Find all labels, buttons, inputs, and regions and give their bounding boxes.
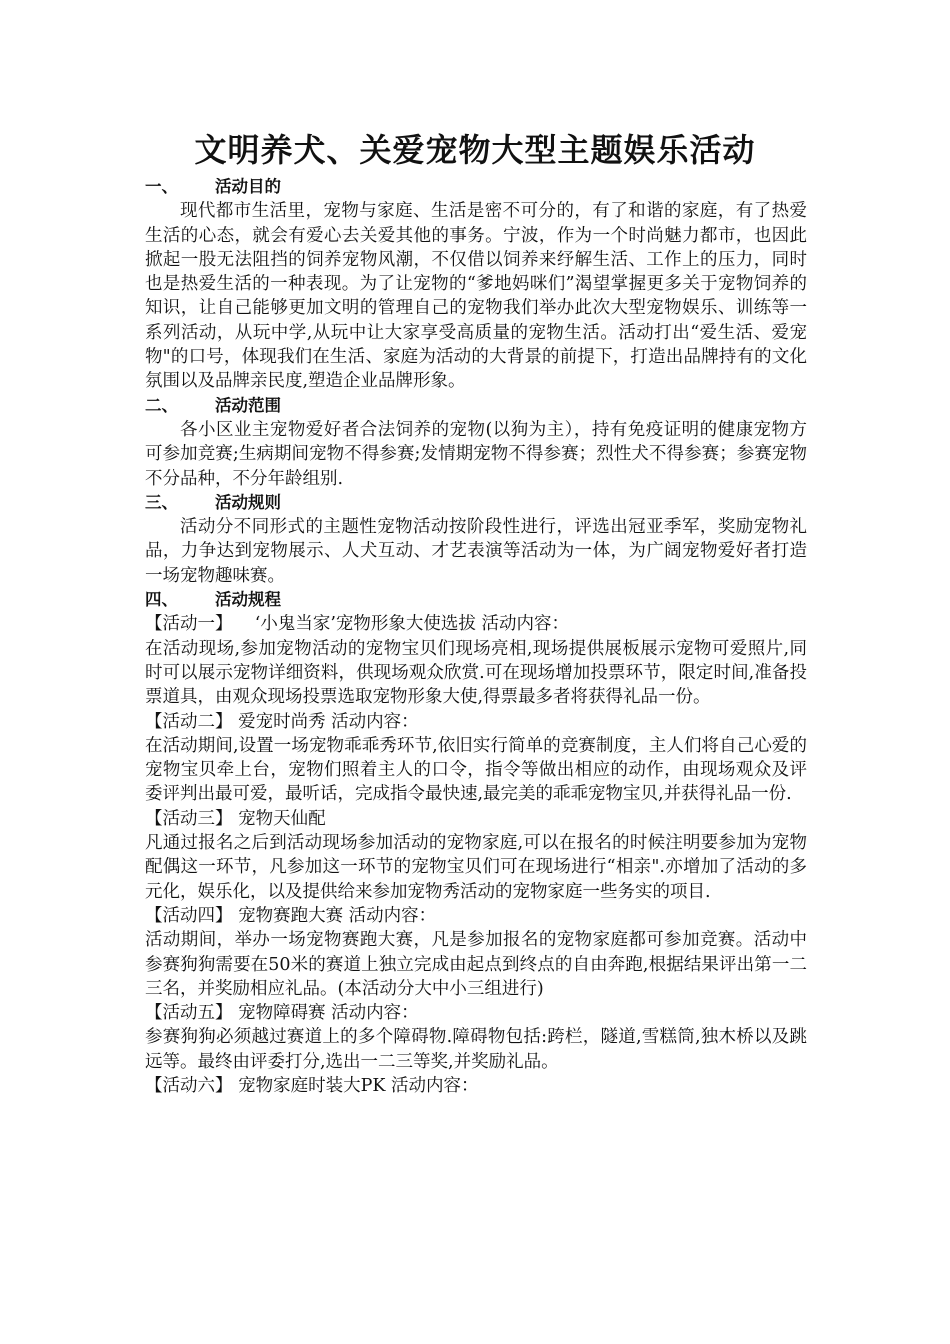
section-heading-purpose xyxy=(145,175,807,199)
activity-label: 【活动一】 xyxy=(145,614,233,635)
activity-heading xyxy=(145,612,807,636)
activity-name: 宠物赛跑大赛 活动内容： xyxy=(238,905,437,926)
activity-paragraph: 参赛狗狗必须越过赛道上的多个障碍物.障碍物包括:跨栏，隧道,雪糕筒,独木桥以及跳远等。最终由评委打分,选出一二三等奖,并奖励礼品。 xyxy=(145,1027,807,1072)
section-number: 一、 xyxy=(145,177,178,196)
section-number: 二、 xyxy=(145,395,178,415)
activity-paragraph: 活动期间，举办一场宠物赛跑大赛，凡是参加报名的宠物家庭都可参加竞赛。活动中参赛狗狗需要在50米的赛道上独立完成由起点到终点的自由奔跑,根据结果评出第一二三名，并奖励相应礼品。(本活动分大中小三组进行) xyxy=(145,930,807,999)
activity-heading xyxy=(145,1001,807,1025)
section-paragraph: 现代都市生活里，宠物与家庭、生活是密不可分的，有了和谐的家庭，有了热爱生活的心态，就会有爱心去关爱其他的事务。宁波，作为一个时尚魅力都市，也因此掀起一股无法阻挡的饲养宠物风潮，不仅借以饲养来纾解生活、工作上的压力，同时也是热爱生活的一种表现。为了让宠物的“爹地妈咪们”渴望掌握更多关于宠物饲养的知识，让自己能够更加文明的管理自己的宠物我们举办此次大型宠物娱乐、训练等一系列活动，从玩中学,从玩中让大家享受高质量的宠物生活。活动打出“爱生活、爱宠物"的口号，体现我们在生活、家庭为活动的大背景的前提下，打造出品牌持有的文化氛围以及品牌亲民度,塑造企业品牌形象。 xyxy=(145,201,807,392)
activity-heading xyxy=(145,807,807,831)
activity-paragraph: 在活动期间,设置一场宠物乖乖秀环节,依旧实行简单的竞赛制度，主人们将自己心爱的宠物宝贝牵上台，宠物们照着主人的口令，指令等做出相应的动作，由现场观众及评委评判出最可爱，最听话，完成指令最快速,最完美的乖乖宠物宝贝,并获得礼品一份. xyxy=(145,735,807,805)
section-title: 活动范围 xyxy=(215,395,281,415)
activity-heading xyxy=(145,1074,807,1098)
activity-name: ‘小鬼当家’宠物形象大使选拔 活动内容： xyxy=(254,614,569,635)
section-heading-scope xyxy=(145,394,807,418)
section-heading-rules xyxy=(145,491,807,515)
activity-name: 宠物家庭时装大PK 活动内容： xyxy=(238,1075,479,1096)
activity-heading xyxy=(145,710,807,734)
activity-label: 【活动二】 xyxy=(145,711,233,732)
section-title: 活动规则 xyxy=(215,492,281,512)
activity-name: 宠物天仙配 xyxy=(238,808,326,829)
section-title: 活动目的 xyxy=(215,177,281,196)
activity-label: 【活动三】 xyxy=(145,808,233,829)
activity-heading xyxy=(145,904,807,928)
section-title: 活动规程 xyxy=(215,590,281,610)
section-number: 四、 xyxy=(145,590,178,610)
section-number: 三、 xyxy=(145,492,178,512)
activity-name: 宠物障碍赛 活动内容： xyxy=(238,1003,419,1024)
document-title: 文明养犬、关爱宠物大型主题娱乐活动 xyxy=(194,131,756,169)
document-body xyxy=(145,175,807,1098)
activity-name: 爱宠时尚秀 活动内容： xyxy=(238,711,419,732)
section-paragraph: 活动分不同形式的主题性宠物活动按阶段性进行，评选出冠亚季军，奖励宠物礼品，力争达到宠物展示、人犬互动、才艺表演等活动为一体，为广阔宠物爱好者打造一场宠物趣味赛。 xyxy=(145,517,807,586)
activity-paragraph: 在活动现场,参加宠物活动的宠物宝贝们现场亮相,现场提供展板展示宠物可爱照片,同时可以展示宠物详细资料，供现场观众欣赏.可在现场增加投票环节，限定时间,准备投票道具，由观众现场投票选取宠物形象大使,得票最多者将获得礼品一份。 xyxy=(145,638,807,708)
activity-paragraph: 凡通过报名之后到活动现场参加活动的宠物家庭,可以在报名的时候注明要参加为宠物配偶这一环节，凡参加这一环节的宠物宝贝们可在现场进行“相亲".亦增加了活动的多元化，娱乐化，以及提供给来参加宠物秀活动的宠物家庭一些务实的项目. xyxy=(145,833,807,902)
section-heading-procedure xyxy=(145,588,807,612)
activity-label: 【活动五】 xyxy=(145,1003,233,1024)
section-paragraph: 各小区业主宠物爱好者合法饲养的宠物(以狗为主），持有免疫证明的健康宠物方可参加竞赛;生病期间宠物不得参赛;发情期宠物不得参赛；烈性犬不得参赛；参赛宠物不分品种，不分年龄组别. xyxy=(145,419,807,489)
activity-label: 【活动六】 xyxy=(145,1075,233,1096)
activity-label: 【活动四】 xyxy=(145,905,233,926)
